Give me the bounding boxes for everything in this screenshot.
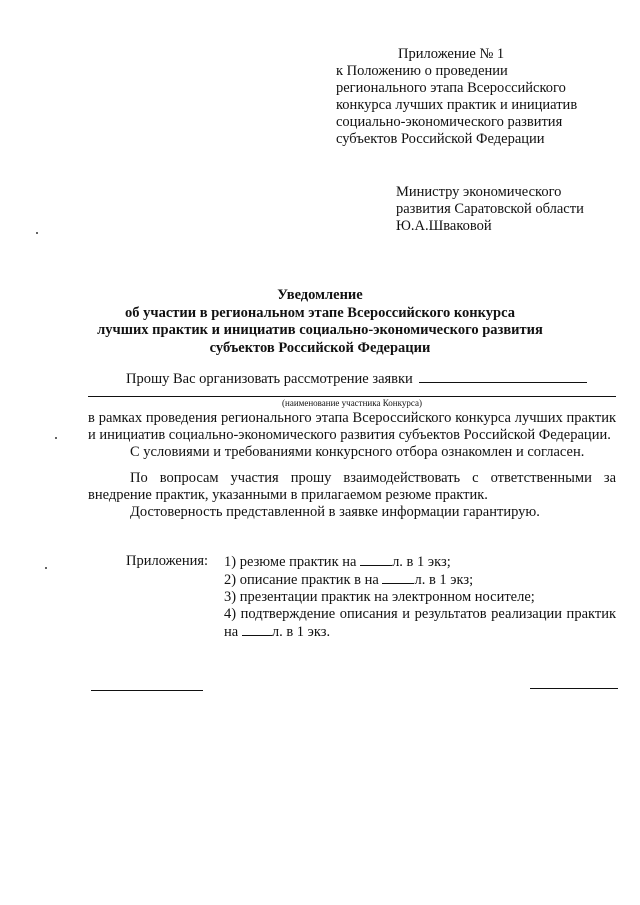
attachment-text: л. в 1 экз;: [392, 554, 451, 570]
title-line: об участии в региональном этапе Всероссийского конкурса: [125, 304, 515, 321]
attachment-item: [224, 571, 616, 589]
attachment-item: [224, 553, 616, 571]
page-count-blank[interactable]: [382, 571, 414, 584]
attachment-text: 1) резюме практик на: [224, 554, 361, 570]
appendix-line: регионального этапа Всероссийского: [336, 80, 566, 96]
attachment-text: 4) подтверждение описания и результатов реализации практик на: [224, 606, 616, 640]
addressee-line: Ю.А.Шваковой: [396, 218, 492, 234]
attachments-label: Приложения:: [126, 553, 209, 569]
scan-speck: [36, 232, 38, 234]
appendix-line: конкурса лучших практик и инициатив: [336, 97, 578, 113]
title-line: лучших практик и инициатив социально-экономического развития: [97, 322, 543, 338]
addressee-line: Министру экономического: [396, 184, 562, 200]
attachments-list: [224, 553, 616, 641]
title-line: субъектов Российской Федерации: [209, 339, 431, 356]
attachments-block: [126, 553, 616, 640]
attachment-text: л. в 1 экз;: [414, 572, 474, 588]
participant-name-blank[interactable]: [419, 369, 587, 383]
page-count-blank[interactable]: [360, 553, 392, 566]
attachment-item: [224, 589, 616, 606]
page-count-blank[interactable]: [242, 623, 272, 636]
title-line: Уведомление: [277, 287, 363, 303]
paragraph-contacts: По вопросам участия прошу взаимодействовать с ответственными за внедрение практик, указанными в прилагаемом резюме практик.: [88, 470, 616, 503]
request-line: [126, 369, 587, 388]
body-text: [88, 410, 616, 521]
appendix-line: к Положению о проведении: [336, 63, 508, 79]
scan-speck: [45, 567, 47, 569]
document-title: [60, 287, 580, 357]
paragraph-consent: С условиями и требованиями конкурсного отбора ознакомлен и согласен.: [130, 444, 585, 460]
addressee-line: развития Саратовской области: [396, 201, 584, 217]
position-signature-line[interactable]: [91, 690, 203, 691]
request-text: Прошу Вас организовать рассмотрение заявки: [126, 371, 413, 387]
scan-speck: [55, 437, 57, 439]
appendix-number: Приложение № 1: [398, 46, 505, 62]
appendix-line: социально-экономического развития: [336, 114, 563, 130]
attachment-text: л. в 1 экз.: [271, 624, 331, 640]
appendix-line: субъектов Российской Федерации: [336, 131, 545, 147]
participant-name-underline[interactable]: [88, 396, 616, 397]
participant-caption: (наименование участника Конкурса): [282, 398, 422, 408]
addressee-block: [396, 184, 626, 235]
appendix-header: [336, 46, 626, 148]
paragraph-guarantee: Достоверность представленной в заявке информации гарантирую.: [130, 504, 540, 520]
attachment-text: 2) описание практик в на: [224, 572, 383, 588]
name-signature-line[interactable]: [530, 688, 618, 689]
paragraph-scope: в рамках проведения регионального этапа Всероссийского конкурса лучших практик и инициатив социально-экономического развития субъектов Российской Федерации.: [88, 410, 616, 443]
attachment-text: 3) презентации практик на электронном носителе;: [224, 589, 535, 605]
attachment-item: [224, 606, 616, 641]
